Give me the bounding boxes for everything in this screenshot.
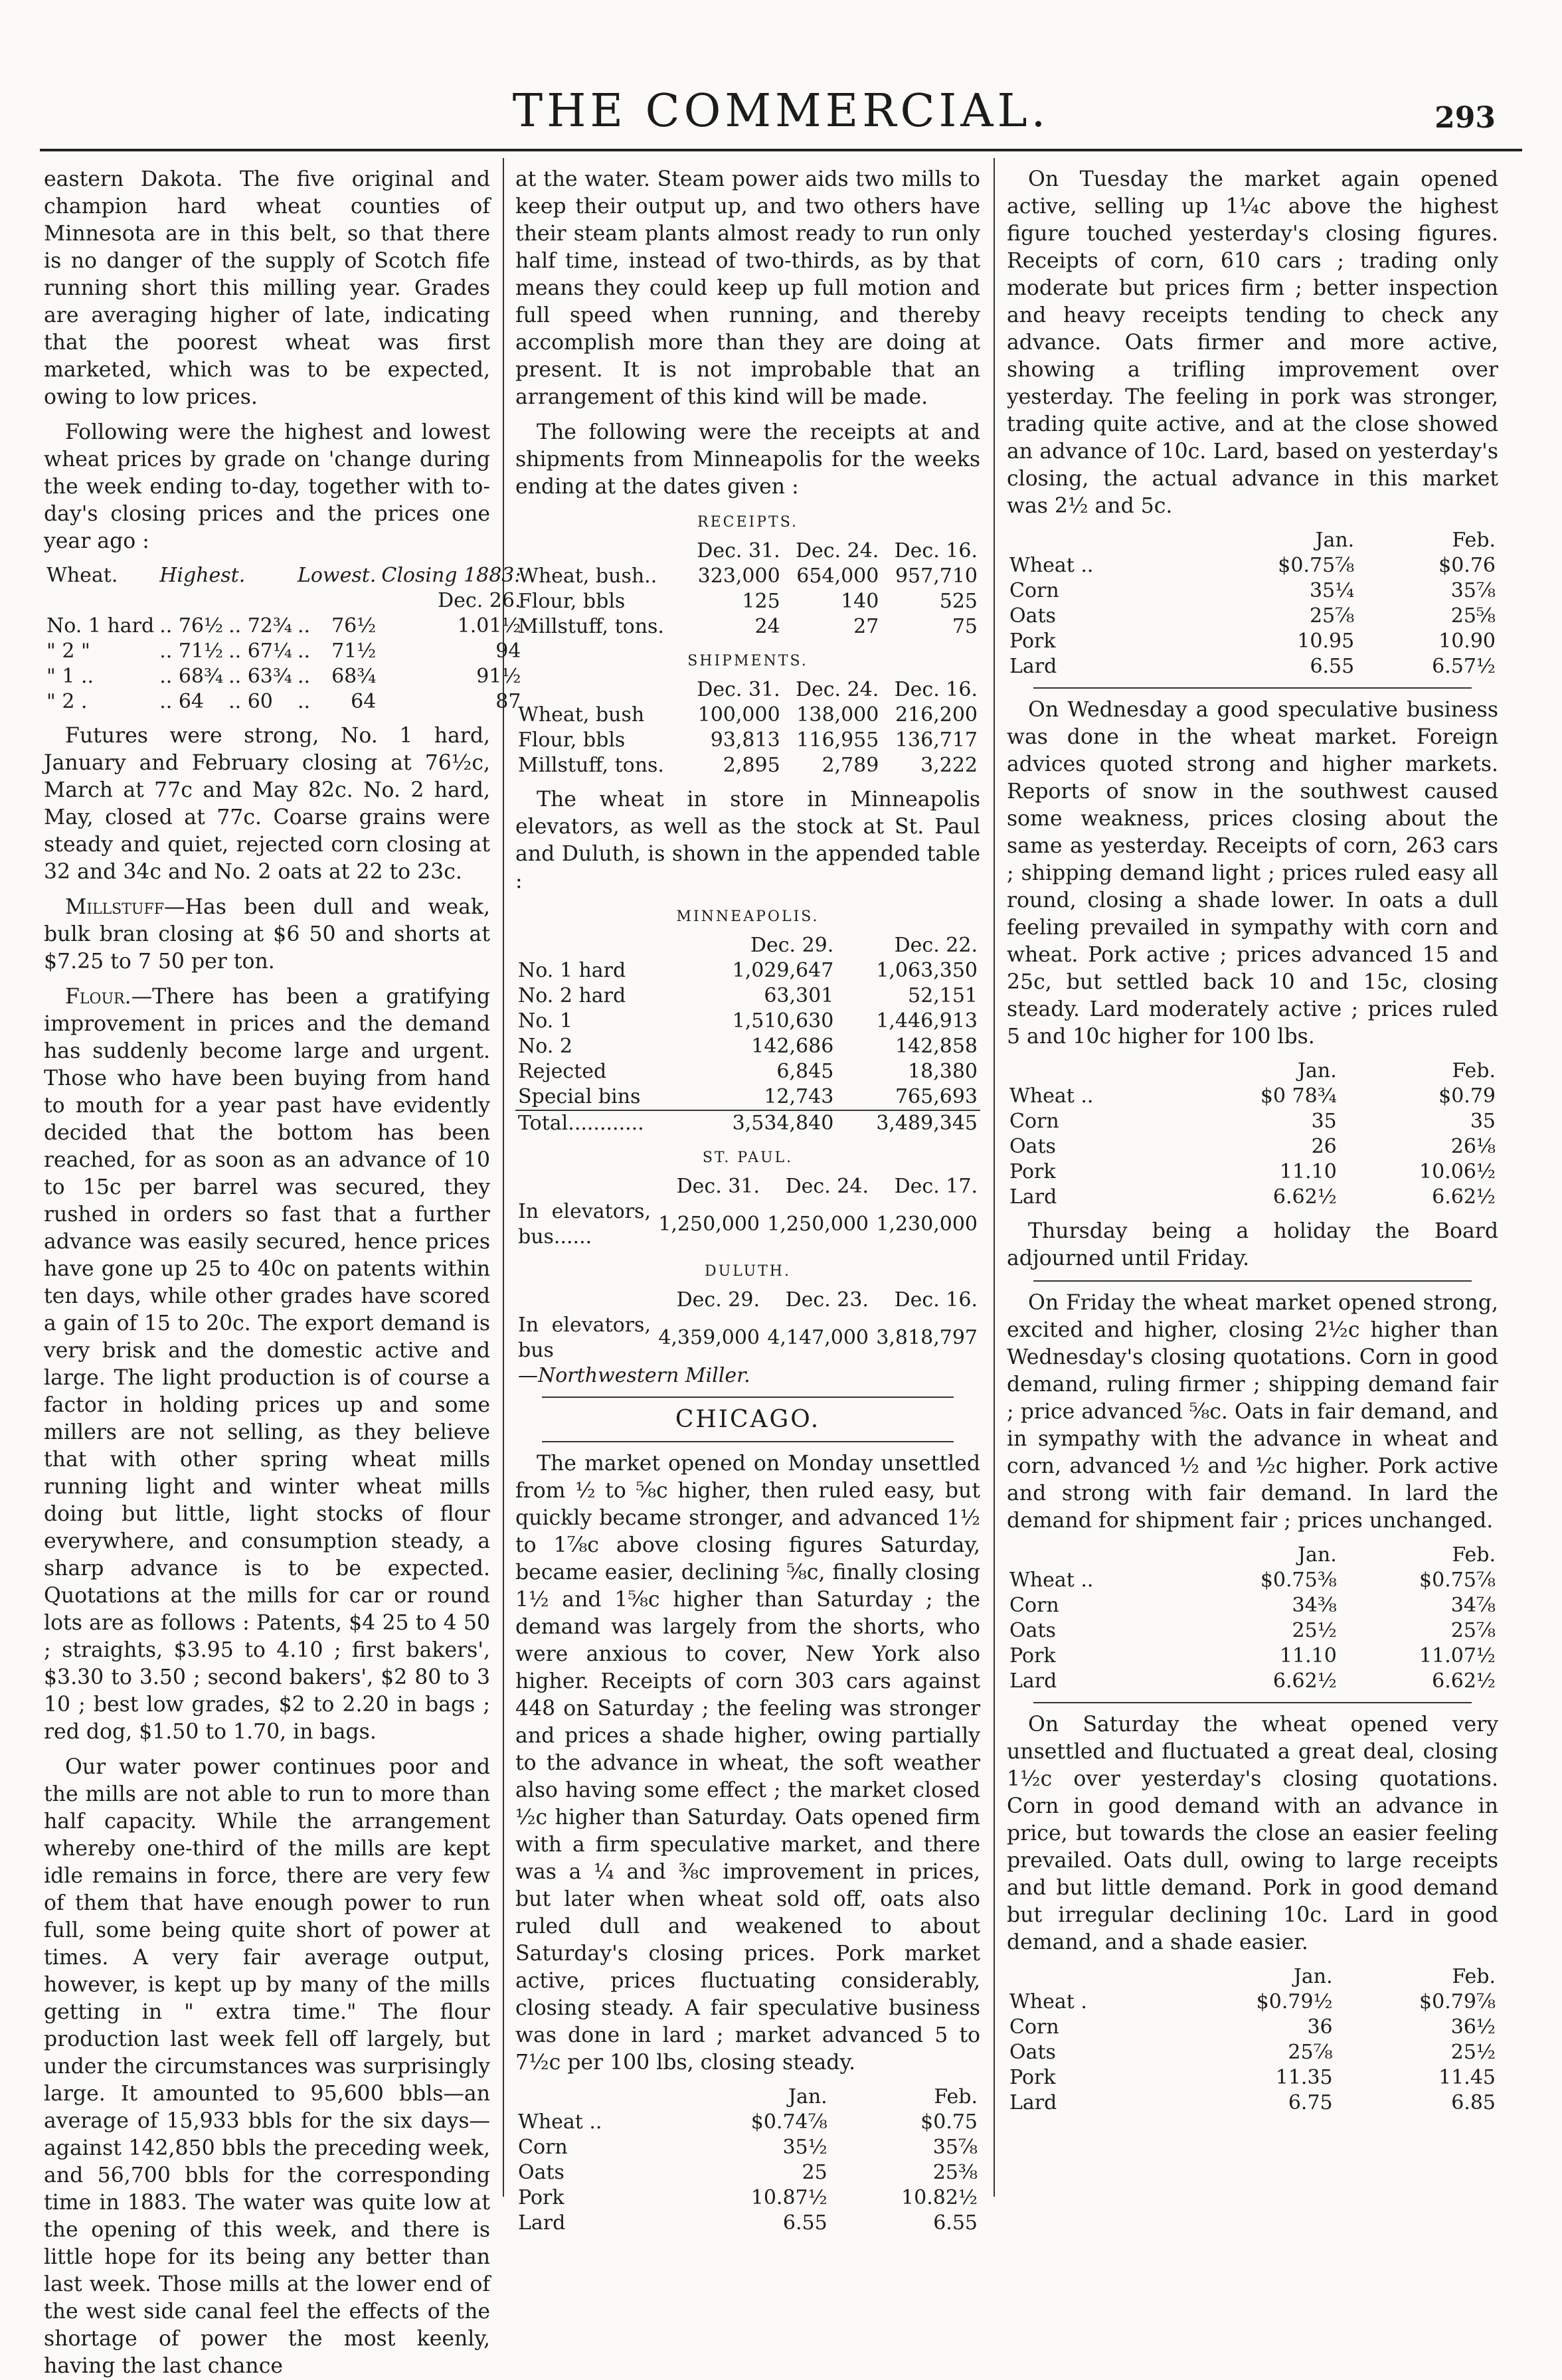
- table-row: Wheat, bush.. 323,000 654,000 957,710: [518, 564, 978, 588]
- table-row: Pork 10.87½ 10.82½: [518, 2186, 978, 2209]
- table-row: Pork 11.10 10.06½: [1009, 1160, 1496, 1183]
- table-caption: DULUTH.: [705, 1263, 791, 1280]
- table-row: Corn 35 35: [1009, 1110, 1496, 1133]
- section-lead: Flour: [65, 985, 125, 1009]
- table-row: Oats 25⅞ 25½: [1009, 2041, 1496, 2064]
- section-lead: Millstuff: [65, 895, 164, 919]
- table-row: Wheat .. $0.75⅜ $0.75⅞: [1009, 1569, 1496, 1592]
- table-row: Wheat .. $0.75⅞ $0.76: [1009, 554, 1496, 577]
- table-row: No. 1 hard 1,029,647 1,063,350: [518, 959, 978, 982]
- table-header: Highest.: [159, 564, 246, 587]
- table-caption: ST. PAUL.: [702, 1149, 794, 1166]
- paragraph: Our water power continues poor and the mills are not able to run to more than half capacity. While the arrangement whereby one-third of the mills are kept idle remains in force, there are very few of them that have enough power to run full, some being quite short of power at times. A very fair average output, however, is kept up by many of the mills getting in " extra time." The flour production last week fell off largely, but under the circumstances was surprisingly large. It amounted to 95,600 bbls—an average of 15,933 bbls for the six days—against 142,850 bbls the preceding week, and 56,700 bbls for the corresponding time in 1883. The water was quite low at the opening of this week, and there is little hope for its being any better than last week. Those mills at the lower end of the west side canal feel the effects of the shortage of power the most keenly, having the last chance: [44, 1755, 490, 2378]
- table-row: Lard 6.55 6.55: [518, 2211, 978, 2235]
- section-divider: [542, 1397, 954, 1398]
- table-row: In elevators, bus 4,359,000 4,147,000 3,818,797: [518, 1314, 978, 1362]
- table-row: No. 2 142,686 142,858: [518, 1035, 978, 1058]
- table-header: Lowest.: [297, 564, 377, 587]
- table-row: Corn 34⅜ 34⅞: [1009, 1594, 1496, 1617]
- table-row: Corn 36 36½: [1009, 2015, 1496, 2039]
- table-row: Wheat .. $0 78¾ $0.79: [1009, 1084, 1496, 1108]
- wheat-prices-table: [44, 563, 523, 715]
- minneapolis-table: Dec. 29. Dec. 22. No. 1 hard 1,029,647 1,063,350 No. 2 hard 63,301 52,151 No. 1 1,510,630 1,446,913 No. 2 142,686 142,858 Rejected 6,845 18,380 Special bins 12,743 765,693 Total............ 3,534,840 3,489,345: [515, 933, 980, 1136]
- paragraph: Flour.—There has been a gratifying improvement in prices and the demand has suddenly become large and urgent. Those who have been buying from hand to mouth for a year past have evidently decided that the bottom has been reached, for as soon as an advance of 10 to 15c per barrel was secured, they rushed in orders so fast that a further advance was easily secured, hence prices have gone up 25 to 40c on patents within ten days, while other grades have scored a gain of 15 to 20c. The export demand is very brisk and the domestic active and large. The light production is of course a factor in holding prices up and some millers are not selling, as they believe that with other spring wheat mills running light and winter wheat mills doing but little, light stocks of flour everywhere, and consumption steady, a sharp advance is to be expected. Quotations at the mills for car or round lots are as follows : Patents, $4 25 to 4 50 ; straights, $3.95 to 4.10 ; first bakers', $3.30 to 3.50 ; second bakers', $2 80 to 3 10 ; best low grades, $2 to 2.20 in bags ; red dog, $1.50 to 1.70, in bags.: [44, 985, 490, 1744]
- table-row: " 2 . .. 64 .. 60 .. 64 87: [46, 690, 521, 713]
- column-1: [44, 166, 521, 2378]
- table-row: No. 1 1,510,630 1,446,913: [518, 1009, 978, 1033]
- source-credit: —Northwestern Miller.: [518, 1364, 750, 1387]
- total-row: Total............ 3,534,840 3,489,345: [515, 1110, 980, 1136]
- table-row: No. 2 hard 63,301 52,151: [518, 984, 978, 1007]
- section-heading: CHICAGO.: [675, 1406, 821, 1433]
- section-divider: [542, 1441, 954, 1442]
- st-paul-table: Dec. 31. Dec. 24. Dec. 17. In elevators, bus...... 1,250,000 1,250,000 1,230,000: [515, 1174, 980, 1250]
- table-row: Corn 35½ 35⅞: [518, 2136, 978, 2159]
- page-number: 293: [1434, 101, 1496, 135]
- monday-prices-table: Jan. Feb. Wheat .. $0.74⅞ $0.75 Corn 35½ 35⅞ Oats 25 25⅜ Pork 10.87½ 10.82½ Lard 6.55 6.55: [515, 2084, 980, 2236]
- table-row: Pork 11.10 11.07½: [1009, 1644, 1496, 1667]
- table-row: Pork 10.95 10.90: [1009, 630, 1496, 653]
- section-divider: [1033, 687, 1472, 689]
- paragraph: On Wednesday a good speculative business was done in the wheat market. Foreign advices quoted strong and higher markets. Reports of snow in the southwest caused some weakness, prices closing about the same as yesterday. Receipts of corn, 263 cars ; shipping demand light ; prices ruled easy all round, closing a shade lower. In oats a dull feeling prevailed in sympathy with corn and wheat. Pork active ; prices advanced 15 and 25c, but settled back 10 and 15c, closing steady. Lard moderately active ; prices ruled 5 and 10c higher for 100 lbs.: [1007, 698, 1498, 1049]
- paragraph: The wheat in store in Minneapolis elevators, as well as the stock at St. Paul and Duluth, is shown in the appended table :: [515, 788, 980, 893]
- paragraph: Thursday being a holiday the Board adjourned until Friday.: [1007, 1219, 1498, 1270]
- column-divider: [994, 158, 995, 2197]
- tuesday-prices-table: Jan. Feb. Wheat .. $0.75⅞ $0.76 Corn 35¼ 35⅞ Oats 25⅞ 25⅝ Pork 10.95 10.90 Lard 6.55 6.57½: [1007, 528, 1498, 679]
- paragraph: Following were the highest and lowest wheat prices by grade on 'change during the week ending to-day, together with to-day's closing prices and the prices one year ago :: [44, 420, 490, 553]
- table-subheader: Dec. 26.: [438, 589, 521, 612]
- table-caption: MINNEAPOLIS.: [676, 908, 820, 925]
- wednesday-prices-table: Jan. Feb. Wheat .. $0 78¾ $0.79 Corn 35 35 Oats 26 26⅛ Pork 11.10 10.06½ Lard 6.62½ 6.62½: [1007, 1059, 1498, 1210]
- paragraph: at the water. Steam power aids two mills to keep their output up, and two others have their steam plants almost ready to run only half time, instead of two-thirds, as by that means they could keep up full motion and full speed when running, and thereby accomplish more than they are doing at present. It is not improbable that an arrangement of this kind will be made.: [515, 167, 980, 409]
- friday-prices-table: Jan. Feb. Wheat .. $0.75⅜ $0.75⅞ Corn 34⅜ 34⅞ Oats 25½ 25⅞ Pork 11.10 11.07½ Lard 6.62½ 6.62½: [1007, 1543, 1498, 1694]
- table-row: Rejected 6,845 18,380: [518, 1060, 978, 1083]
- table-row: Lard 6.55 6.57½: [1009, 655, 1496, 678]
- saturday-prices-table: Jan. Feb. Wheat . $0.79½ $0.79⅞ Corn 36 36½ Oats 25⅞ 25½ Pork 11.35 11.45 Lard 6.75 6.85: [1007, 1964, 1498, 2116]
- column-2: [515, 166, 980, 2235]
- paragraph: The market opened on Monday unsettled from ½ to ⅝c higher, then ruled easy, but quickly became stronger, and advanced 1½ to 1⅞c above closing figures Saturday, became easier, declining ⅝c, finally closing 1½ and 1⅝c higher than Saturday ; the demand was largely from the shorts, who were anxious to cover, New York also higher. Receipts of corn 303 cars against 448 on Saturday ; the feeling was stronger and prices a shade higher, owing partially to the advance in wheat, the soft weather also having some effect ; the market closed ½c higher than Saturday. Oats opened firm with a firm speculative market, and there was a ¼ and ⅜c improvement in prices, but later when wheat sold off, oats also ruled dull and weakened to about Saturday's closing prices. Pork market active, prices fluctuating considerably, closing steady. A fair speculative business was done in lard ; market advanced 5 to 7½c per 100 lbs, closing steady.: [515, 1452, 980, 2075]
- table-row: Wheat, bush 100,000 138,000 216,200: [518, 703, 978, 726]
- section-divider: [1033, 1280, 1472, 1282]
- paragraph: The following were the receipts at and shipments from Minneapolis for the weeks ending at the dates given :: [515, 420, 980, 499]
- section-divider: [1033, 1702, 1472, 1703]
- shipments-table: Dec. 31. Dec. 24. Dec. 16. Wheat, bush 100,000 138,000 216,200 Flour, bbls 93,813 116,955 136,717 Millstuff, tons. 2,895 2,789 3,222: [515, 677, 980, 778]
- table-row: Wheat .. $0.74⅞ $0.75: [518, 2110, 978, 2134]
- table-row: Lard 6.75 6.85: [1009, 2091, 1496, 2114]
- column-divider: [503, 158, 504, 2197]
- table-row: Oats 25½ 25⅞: [1009, 1619, 1496, 1642]
- paragraph: On Tuesday the market again opened active, selling up 1¼c above the highest figure touched yesterday's closing figures. Receipts of corn, 610 cars ; trading only moderate but prices firm ; better inspection and heavy receipts tending to check any advance. Oats firmer and more active, showing a trifling improvement over yesterday. The feeling in pork was stronger, trading quite active, and at the close showed an advance of 10c. Lard, based on yesterday's closing, the actual advance in this market was 2½ and 5c.: [1007, 167, 1498, 518]
- paragraph: Futures were strong, No. 1 hard, January and February closing at 76½c, March at 77c and May 82c. No. 2 hard, May, closed at 77c. Coarse grains were steady and quiet, rejected corn closing at 32 and 34c and No. 2 oats at 22 to 23c.: [44, 724, 490, 884]
- paragraph: Millstuff—Has been dull and weak, bulk bran closing at $6 50 and shorts at $7.25 to 7 50 per ton.: [44, 895, 490, 974]
- table-caption: RECEIPTS.: [697, 514, 798, 531]
- masthead: [40, 73, 1522, 153]
- table-row: Wheat . $0.79½ $0.79⅞: [1009, 1990, 1496, 2013]
- duluth-table: Dec. 29. Dec. 23. Dec. 16. In elevators, bus 4,359,000 4,147,000 3,818,797 —Northwestern Miller.: [515, 1288, 980, 1389]
- table-row: Corn 35¼ 35⅞: [1009, 579, 1496, 602]
- table-caption: SHIPMENTS.: [687, 653, 808, 669]
- page-title: THE COMMERCIAL.: [512, 85, 1050, 137]
- column-3: [1007, 166, 1498, 2197]
- table-row: Pork 11.35 11.45: [1009, 2066, 1496, 2089]
- table-row: Oats 26 26⅛: [1009, 1135, 1496, 1158]
- table-header: Wheat.: [46, 564, 118, 587]
- table-row: " 2 " .. 71½ .. 67¼ .. 71½ 94: [46, 639, 521, 663]
- table-row: Millstuff, tons. 2,895 2,789 3,222: [518, 754, 978, 777]
- paragraph: On Friday the wheat market opened strong, excited and higher, closing 2½c higher than Wednesday's closing quotations. Corn in good demand, ruling firmer ; shipping demand fair ; price advanced ⅝c. Oats in fair demand, and in sympathy with the advance in wheat and corn, advanced ½ and ½c higher. Pork active and strong with fair demand. In lard the demand for shipment fair ; prices unchanged.: [1007, 1291, 1498, 1533]
- header-rule: [40, 149, 1522, 151]
- table-row: In elevators, bus...... 1,250,000 1,250,000 1,230,000: [518, 1200, 978, 1248]
- table-row: Special bins 12,743 765,693: [518, 1085, 978, 1108]
- table-row: Oats 25 25⅜: [518, 2161, 978, 2184]
- table-row: Millstuff, tons. 24 27 75: [518, 615, 978, 638]
- table-row: Oats 25⅞ 25⅝: [1009, 604, 1496, 628]
- table-row: " 1 .. .. 68¾ .. 63¾ .. 68¾ 91½: [46, 665, 521, 688]
- paragraph: On Saturday the wheat opened very unsettled and fluctuated a great deal, closing 1½c over yesterday's closing quotations. Corn in good demand with an advance in price, but towards the close an easier feeling prevailed. Oats dull, owing to large receipts and but little demand. Pork in good demand but irregular declining 10c. Lard in good demand, and a shade easier.: [1007, 1713, 1498, 1954]
- table-row: Lard 6.62½ 6.62½: [1009, 1669, 1496, 1693]
- table-header: Closing 1883:: [381, 564, 521, 587]
- table-row: Flour, bbls 93,813 116,955 136,717: [518, 728, 978, 752]
- table-row: No. 1 hard .. 76½ .. 72¾ .. 76½ 1.01½: [46, 614, 521, 638]
- paragraph: eastern Dakota. The five original and champion hard wheat counties of Minnesota are in this belt, so that there is no danger of the supply of Scotch fife running short this milling year. Grades are averaging higher of late, indicating that the poorest wheat was first marketed, which was to be expected, owing to low prices.: [44, 167, 490, 409]
- table-row: Lard 6.62½ 6.62½: [1009, 1185, 1496, 1209]
- table-row: Flour, bbls 125 140 525: [518, 590, 978, 613]
- receipts-table: Dec. 31. Dec. 24. Dec. 16. Wheat, bush.. 323,000 654,000 957,710 Flour, bbls 125 140 525 Millstuff, tons. 24 27 75: [515, 539, 980, 639]
